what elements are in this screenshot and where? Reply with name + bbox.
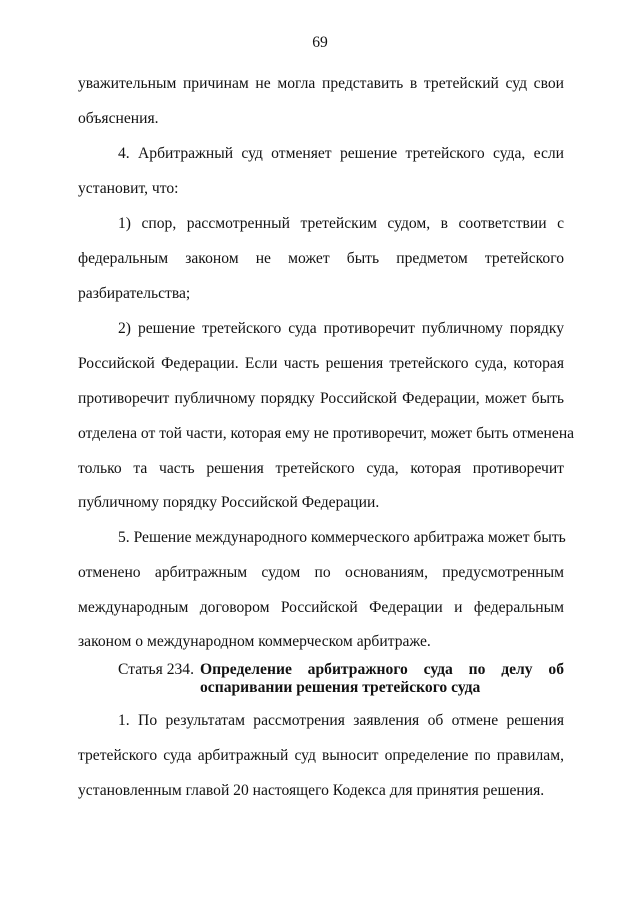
paragraph-5-line-2: отменено арбитражным судом по основаниям, предусмотренным	[78, 564, 564, 581]
article-title-line-1: Определение арбитражного суда по делу об	[200, 661, 564, 678]
subitem-2-line-2: Российской Федерации. Если часть решения третейского суда, которая	[78, 355, 564, 372]
paragraph-5-line-3: международным договором Российской Федерации и федеральным	[78, 599, 564, 616]
subitem-2-line-1: 2) решение третейского суда противоречит публичному порядку	[118, 320, 564, 337]
article-paragraph-1-line-3: установленным главой 20 настоящего Кодекса для принятия решения.	[78, 782, 545, 799]
article-label: Статья 234.	[118, 661, 195, 678]
paragraph-5-line-1: 5. Решение международного коммерческого арбитража может быть	[118, 529, 566, 546]
paragraph-4-line-2: установит, что:	[78, 180, 179, 197]
article-paragraph-1-line-2: третейского суда арбитражный суд выносит определение по правилам,	[78, 747, 564, 764]
paragraph-1-line-1: уважительным причинам не могла представить в третейский суд свои	[78, 75, 564, 92]
paragraph-1-line-2: объяснения.	[78, 110, 159, 127]
subitem-2-line-3: противоречит публичному порядку Российской Федерации, может быть	[78, 390, 564, 407]
subitem-2-line-5: только та часть решения третейского суда, которая противоречит	[78, 460, 564, 477]
subitem-2-line-4: отделена от той части, которая ему не противоречит, может быть отменена	[78, 425, 575, 442]
paragraph-4-line-1: 4. Арбитражный суд отменяет решение третейского суда, если	[118, 145, 564, 162]
subitem-1-line-2: федеральным законом не может быть предметом третейского	[78, 250, 564, 267]
article-paragraph-1-line-1: 1. По результатам рассмотрения заявления об отмене решения	[118, 712, 564, 729]
subitem-1-line-3: разбирательства;	[78, 285, 191, 302]
paragraph-5-line-4: законом о международном коммерческом арбитраже.	[78, 633, 431, 650]
subitem-2-line-6: публичному порядку Российской Федерации.	[78, 494, 380, 511]
subitem-1-line-1: 1) спор, рассмотренный третейским судом, в соответствии с	[118, 215, 564, 232]
article-title-line-2: оспаривании решения третейского суда	[200, 679, 481, 696]
page-number: 69	[312, 34, 328, 51]
